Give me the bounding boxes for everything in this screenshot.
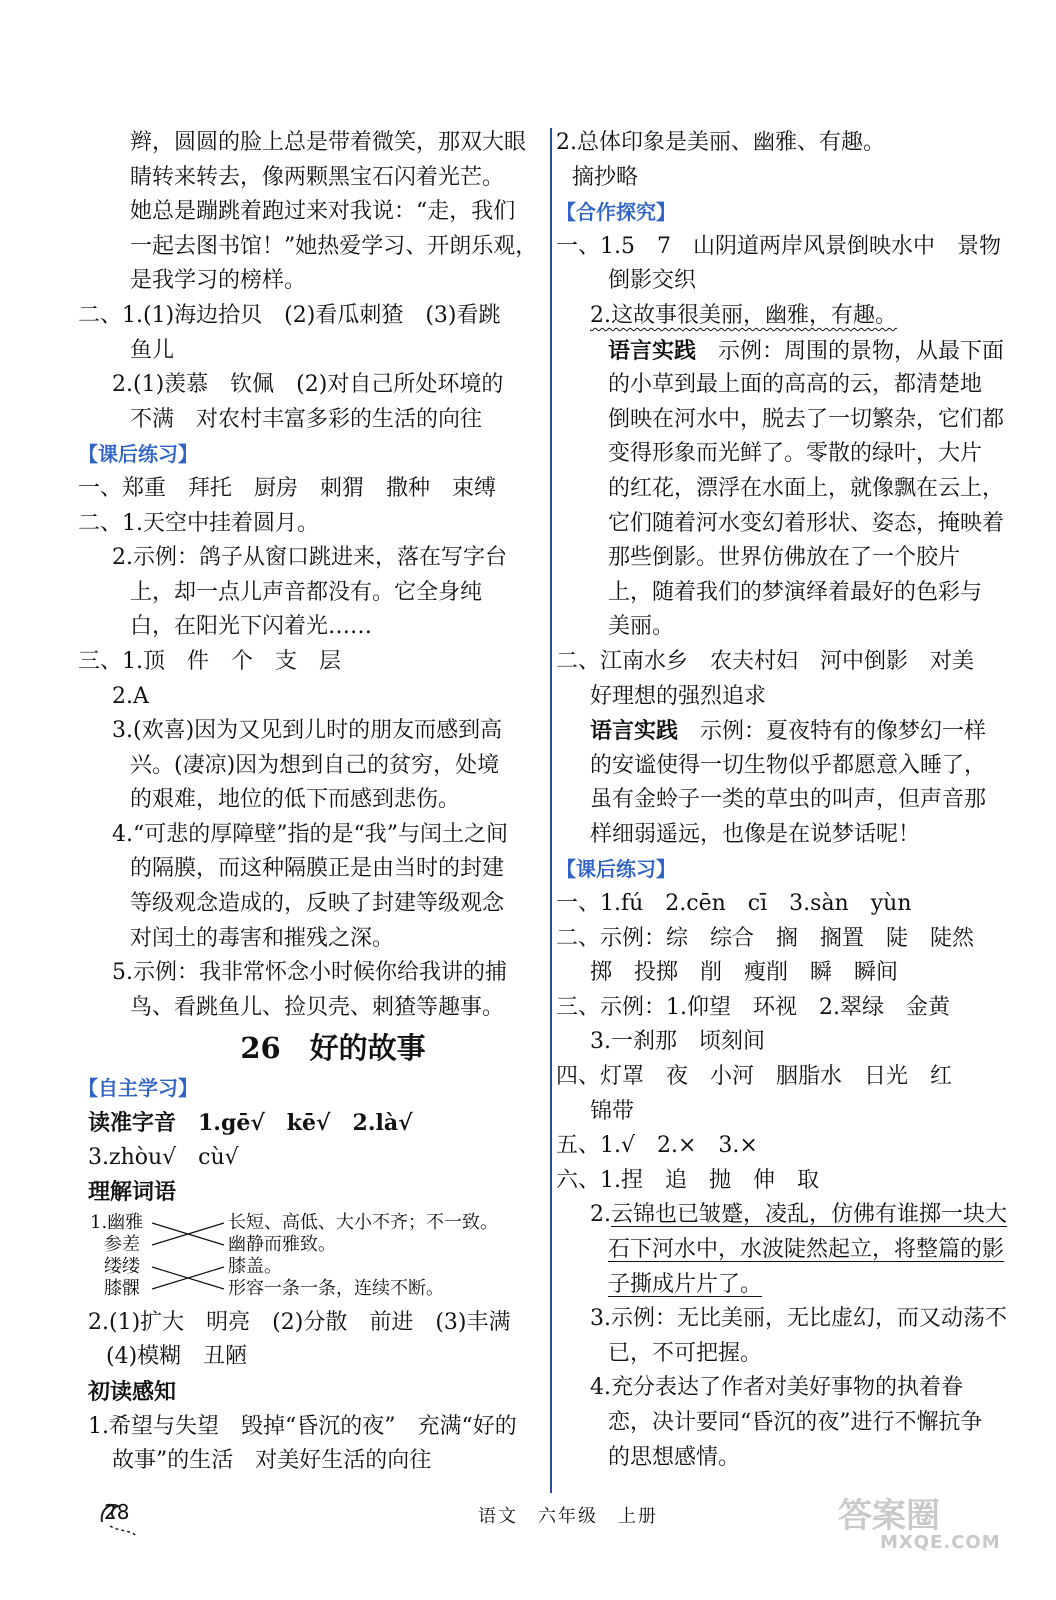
answer-text: 一、郑重 拜托 厨房 刺猬 撒种 束缚 xyxy=(78,475,497,501)
answer-text: 睛转来转去，像两颗黑宝石闪着光芒。 xyxy=(130,164,505,190)
answer-line xyxy=(556,264,1026,299)
answer-line xyxy=(556,299,1026,334)
answer-line xyxy=(556,126,1026,161)
answer-text: 不满 对农村丰富多彩的生活的向往 xyxy=(130,406,483,432)
answer-line xyxy=(556,1060,1026,1095)
answer-text: 倒影交织 xyxy=(608,268,697,294)
section-heading xyxy=(556,852,1026,887)
answer-text: 二、1.(1)海边拾贝 (2)看瓜刺猹 (3)看跳 xyxy=(78,302,501,328)
answer-line xyxy=(78,230,548,265)
answer-line xyxy=(556,610,1026,645)
answer-line xyxy=(556,161,1026,196)
section-tag: 【课后练习】 xyxy=(556,857,676,882)
answer-line xyxy=(78,1410,548,1445)
answer-line xyxy=(556,887,1026,922)
answer-text: 她总是蹦跳着跑过来对我说：“走，我们 xyxy=(130,199,516,225)
answer-text: 3.(欢喜)因为又见到儿时的朋友而感到高 xyxy=(112,718,503,744)
vocab-word: 1.幽雅 xyxy=(90,1211,144,1233)
answer-line xyxy=(78,507,548,542)
answer-text: 变得形象而光鲜了。零散的绿叶，大片 xyxy=(608,441,983,467)
answer-line xyxy=(556,991,1026,1026)
section-tag: 【合作探究】 xyxy=(556,200,676,225)
answer-line xyxy=(556,403,1026,438)
book-info: 语文 六年级 上册 xyxy=(478,1506,658,1527)
page-footer xyxy=(0,1488,1056,1553)
answer-line xyxy=(78,991,548,1026)
answer-text: 初读感知 xyxy=(88,1379,177,1405)
answer-text: 四、灯罩 夜 小河 胭脂水 日光 红 xyxy=(556,1064,953,1090)
answer-text: 兴。(凄凉)因为想到自己的贫穷，处境 xyxy=(130,752,500,778)
answer-text: 二、江南水乡 农夫村妇 河中倒影 对美 xyxy=(556,648,975,674)
answer-line xyxy=(78,264,548,299)
answer-text: 4.充分表达了作者对美好事物的执着眷 xyxy=(590,1375,963,1401)
practice-label: 语言实践 xyxy=(608,337,697,364)
answer-text: 它们随着河水变幻着形状、姿态，掩映着 xyxy=(608,510,1005,536)
answer-text: 虽有金蛉子一类的草虫的叫声，但声音那 xyxy=(590,787,987,813)
answer-line xyxy=(556,749,1026,784)
vocab-word: 参差 xyxy=(104,1233,140,1255)
answer-line xyxy=(78,852,548,887)
answer-line xyxy=(556,922,1026,957)
answer-text: 辫，圆圆的脸上总是带着微笑，那双大眼 xyxy=(130,130,527,155)
answer-text: 二、1.天空中挂着圆月。 xyxy=(78,510,319,536)
answer-text: 恋，决计要同“昏沉的夜”进行不懈抗争 xyxy=(608,1409,983,1435)
answer-text: 三、示例：1.仰望 环视 2.翠绿 金黄 xyxy=(556,994,950,1020)
answer-line xyxy=(556,1025,1026,1060)
answer-line xyxy=(78,195,548,230)
answer-text: 2.A xyxy=(112,683,149,709)
answer-line xyxy=(78,541,548,576)
answer-line xyxy=(556,1268,1026,1303)
page-number: 28 xyxy=(104,1500,130,1524)
answer-line xyxy=(556,1441,1026,1476)
answer-line xyxy=(556,1233,1026,1268)
answer-line xyxy=(556,1129,1026,1164)
answer-text: 读准字音 1.gē√ kē√ 2.là√ xyxy=(88,1110,413,1137)
answer-line xyxy=(78,299,548,334)
answer-text: 2.云锦也已皱蹙，凌乱，仿佛有谁掷一块大 xyxy=(590,1202,1008,1228)
answer-text: 六、1.捏 追 抛 伸 取 xyxy=(556,1167,819,1193)
answer-text: 的艰难，地位的低下而感到悲伤。 xyxy=(130,787,461,813)
column-divider xyxy=(550,128,552,1493)
answer-line xyxy=(556,541,1026,576)
answer-line xyxy=(78,126,548,161)
vocab-word: 膝髁 xyxy=(104,1277,140,1299)
answer-text: 掷 投掷 削 瘦削 瞬 瞬间 xyxy=(590,960,899,986)
answer-text: 锦带 xyxy=(590,1098,635,1124)
answer-line xyxy=(78,610,548,645)
matching-lines xyxy=(78,1210,228,1306)
answer-line xyxy=(78,749,548,784)
answer-text: 那些倒影。世界仿佛放在了一个胶片 xyxy=(608,545,961,571)
answer-line xyxy=(78,818,548,853)
section-tag: 【课后练习】 xyxy=(78,442,198,467)
answer-text: 倒映在河水中，脱去了一切繁杂，它们都 xyxy=(608,406,1005,432)
answer-text: 语言实践 示例：夏夜特有的像梦幻一样 xyxy=(590,718,987,745)
answer-line xyxy=(556,714,1026,749)
answer-text: 1.希望与失望 毁掉“昏沉的夜” 充满“好的 xyxy=(88,1413,517,1439)
answer-text: 5.示例：我非常怀念小时候你给我讲的捕 xyxy=(112,960,507,986)
answer-line xyxy=(556,334,1026,369)
answer-text: 鱼儿 xyxy=(130,337,175,363)
vocab-definition: 长短、高低、大小不齐；不一致。 xyxy=(228,1211,498,1233)
vocab-word: 缕缕 xyxy=(104,1255,140,1277)
answer-text: 已，不可把握。 xyxy=(608,1340,763,1366)
answer-line xyxy=(556,818,1026,853)
section-heading xyxy=(78,1071,548,1106)
answer-text: 石下河水中，水波陡然起立，将整篇的影 xyxy=(608,1237,1005,1262)
answer-text: 一、1.fú 2.cēn cī 3.sàn yùn xyxy=(556,891,912,917)
answer-text: 理解词语 xyxy=(88,1179,177,1206)
section-heading xyxy=(556,195,1026,230)
answer-line xyxy=(556,956,1026,991)
answer-text: 2.这故事很美丽，幽雅，有趣。 xyxy=(590,302,897,328)
answer-line xyxy=(556,1406,1026,1441)
answer-line xyxy=(78,783,548,818)
answer-line xyxy=(78,714,548,749)
answer-line xyxy=(556,1337,1026,1372)
answer-text: 好理想的强烈追求 xyxy=(590,683,767,709)
practice-label: 语言实践 xyxy=(590,718,679,745)
answer-text: 3.一刹那 顷刻间 xyxy=(590,1029,765,1055)
answer-line xyxy=(556,1302,1026,1337)
left-column xyxy=(78,126,548,1479)
answer-line xyxy=(556,645,1026,680)
watermark-url: MXQE.COM xyxy=(880,1532,1001,1553)
right-column xyxy=(556,126,1026,1475)
answer-line xyxy=(78,922,548,957)
answer-line xyxy=(78,576,548,611)
answer-line xyxy=(556,680,1026,715)
answer-line xyxy=(78,645,548,680)
answer-line xyxy=(556,1095,1026,1130)
vocab-definition: 形容一条一条，连续不断。 xyxy=(228,1277,444,1299)
answer-line xyxy=(78,1444,548,1479)
answer-text: 等级观念造成的，反映了封建等级观念 xyxy=(130,891,505,917)
answer-line xyxy=(78,1106,548,1141)
watermark-logo: 答案圈 xyxy=(838,1496,940,1536)
answer-line xyxy=(78,161,548,196)
answer-text: 的隔膜，而这种隔膜正是由当时的封建 xyxy=(130,856,505,882)
answer-line xyxy=(556,1198,1026,1233)
answer-line xyxy=(78,1340,548,1375)
vocab-definition: 幽静而雅致。 xyxy=(228,1233,336,1255)
answer-line xyxy=(556,472,1026,507)
answer-line xyxy=(78,1175,548,1210)
answer-text: 样细弱遥远，也像是在说梦话呢！ xyxy=(590,821,921,847)
answer-text: 对闰土的毒害和摧残之深。 xyxy=(130,925,395,951)
answer-text: 一起去图书馆！”她热爱学习、开朗乐观， xyxy=(130,233,538,259)
answer-text: 子撕成片片了。 xyxy=(608,1271,763,1297)
lesson-title: 26 好的故事 xyxy=(240,1031,426,1066)
answer-text: 二、示例：综 综合 搁 搁置 陡 陡然 xyxy=(556,925,975,951)
answer-line xyxy=(78,1141,548,1176)
answer-text: 一、1.5 7 山阴道两岸风景倒映水中 景物 xyxy=(556,233,1001,259)
vocab-matching xyxy=(78,1210,548,1306)
answer-line xyxy=(556,783,1026,818)
answer-text: 3.zhòu√ cù√ xyxy=(88,1144,239,1170)
answer-text: 五、1.√ 2.× 3.× xyxy=(556,1133,758,1159)
answer-line xyxy=(556,1371,1026,1406)
answer-text: 的小草到最上面的高高的云，都清楚地 xyxy=(608,372,983,398)
answer-text: 故事”的生活 对美好生活的向往 xyxy=(112,1448,432,1474)
answer-text: 三、1.顶 件 个 支 层 xyxy=(78,648,341,674)
answer-text: (4)模糊 丑陋 xyxy=(106,1344,248,1370)
answer-text: 的思想感情。 xyxy=(608,1444,741,1470)
answer-text: 4.“可悲的厚障壁”指的是“我”与闰土之间 xyxy=(112,821,508,847)
answer-text: 白，在阳光下闪着光…… xyxy=(130,614,373,640)
answer-line xyxy=(78,472,548,507)
answer-line xyxy=(78,403,548,438)
answer-text: 美丽。 xyxy=(608,614,675,640)
answer-line xyxy=(556,230,1026,265)
answer-text: 2.(1)羡慕 钦佩 (2)对自己所处环境的 xyxy=(112,372,504,398)
answer-text: 鸟、看跳鱼儿、捡贝壳、刺猹等趣事。 xyxy=(130,994,505,1020)
answer-text: 的安谧使得一切生物似乎都愿意入睡了， xyxy=(590,752,987,778)
answer-text: 的红花，漂浮在水面上，就像飘在云上， xyxy=(608,475,1005,501)
answer-line xyxy=(556,368,1026,403)
answer-text: 上，却一点儿声音都没有。它全身纯 xyxy=(130,579,483,605)
answer-line xyxy=(556,507,1026,542)
answer-text: 2.(1)扩大 明亮 (2)分散 前进 (3)丰满 xyxy=(88,1309,511,1335)
answer-line xyxy=(556,576,1026,611)
section-tag: 【自主学习】 xyxy=(78,1076,198,1101)
answer-text: 是我学习的榜样。 xyxy=(130,268,307,294)
answer-line xyxy=(556,437,1026,472)
vocab-definition: 膝盖。 xyxy=(228,1255,282,1277)
answer-line xyxy=(78,1375,548,1410)
answer-line xyxy=(78,956,548,991)
answer-line xyxy=(78,368,548,403)
answer-text: 2.总体印象是美丽、幽雅、有趣。 xyxy=(556,130,885,155)
section-heading xyxy=(78,437,548,472)
answer-line xyxy=(556,1164,1026,1199)
answer-text: 语言实践 示例：周围的景物，从最下面 xyxy=(608,337,1005,364)
answer-line xyxy=(78,887,548,922)
answer-line xyxy=(78,334,548,369)
answer-text: 3.示例：无比美丽，无比虚幻，而又动荡不 xyxy=(590,1306,1007,1332)
answer-line xyxy=(78,1306,548,1341)
answer-text: 2.示例：鸽子从窗口跳进来，落在写字台 xyxy=(112,545,507,571)
answer-text: 上，随着我们的梦演绎着最好的色彩与 xyxy=(608,579,983,605)
answer-line xyxy=(78,680,548,715)
answer-text: 摘抄略 xyxy=(572,164,639,190)
